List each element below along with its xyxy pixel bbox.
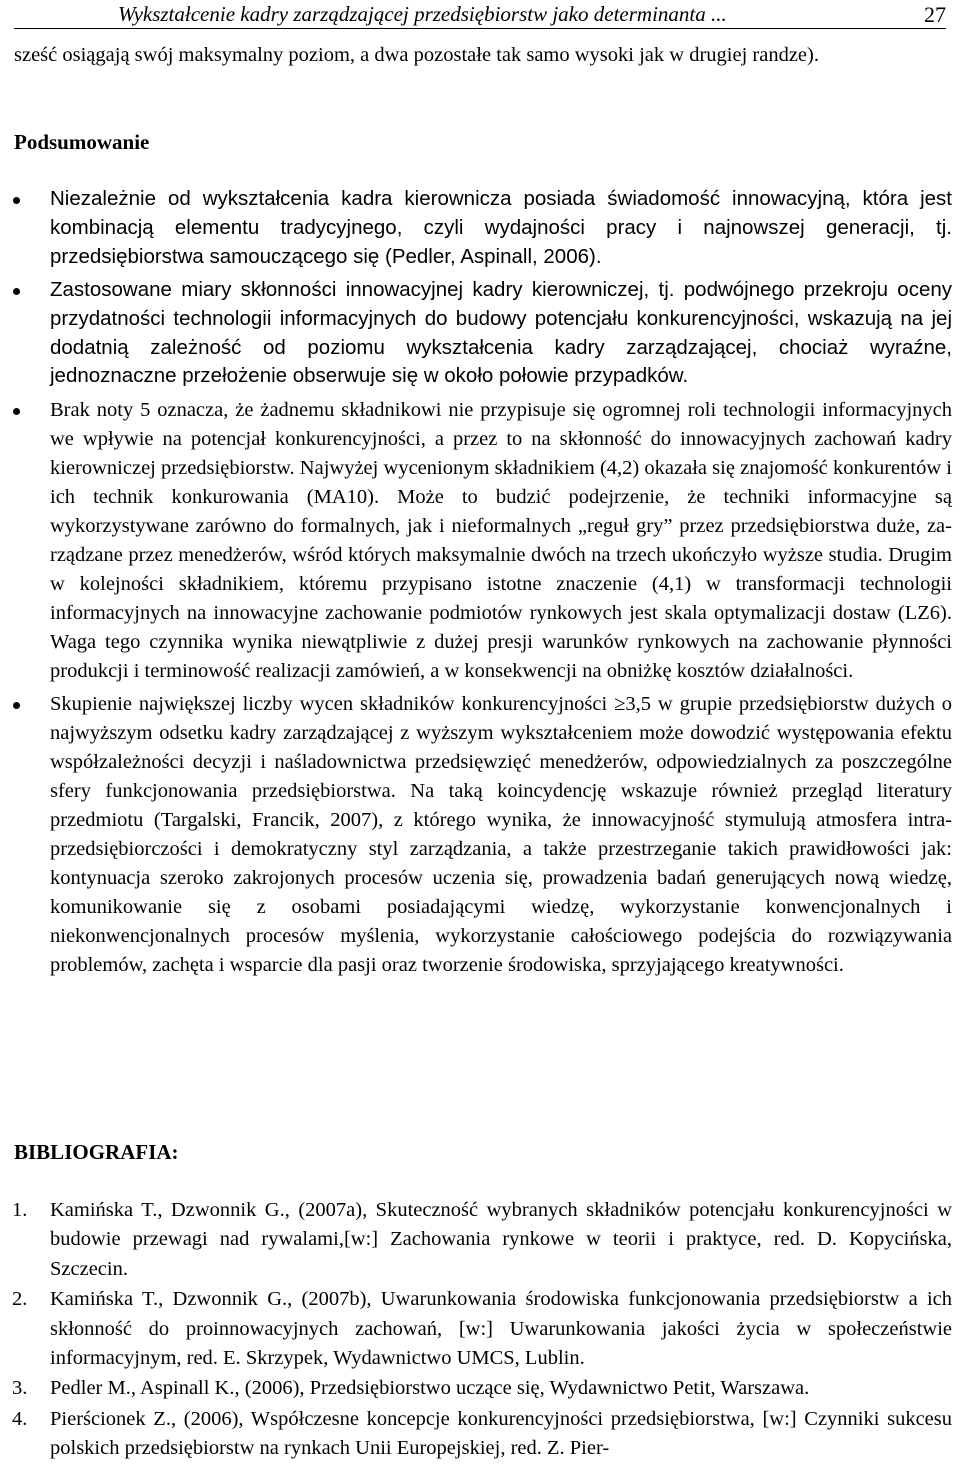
- page-number: 27: [924, 2, 946, 27]
- entry-text: Kamińska T., Dzwonnik G., (2007b), Uwarunkowania środowiska funkcjonowania przedsiębiorstw a ich skłonność do proinnowacyjnych zachowań, [w:] Uwarunkowania jakości życia w społeczeństwie informacyjnym, red. E. Skrzypek, Wydawnictwo UMCS, Lublin.: [50, 1288, 952, 1370]
- entry-number: 2.: [12, 1288, 28, 1311]
- bibliography-list: [0, 1196, 952, 1465]
- entry-text: Pedler M., Aspinall K., (2006), Przedsiębiorstwo uczące się, Wydawnictwo Petit, Warszawa.: [50, 1377, 810, 1400]
- bullet-icon: [13, 408, 20, 415]
- entry-number: 4.: [12, 1407, 28, 1430]
- running-title: Wykształcenie kadry zarządzającej przedsiębiorstw jako determinanta ...: [118, 2, 727, 26]
- bullet-text: Zastosowane miary skłonności innowacyjnej kadry kierowniczej, tj. podwójnego przekroju oceny przydatności technologii informacyjnych do budowy potencjału konkurencyjności, wskazują na jej dodatnią zależność od poziomu wykształcenia kadry zarządzającej, chociaż wyraźne, jednoznaczne przełożenie obserwuje się w około połowie przypadków.: [50, 277, 952, 388]
- bullet-item: [0, 185, 952, 272]
- bibliography-entry: [0, 1196, 952, 1284]
- bullet-item: [0, 276, 952, 392]
- bullet-icon: [13, 197, 20, 204]
- summary-bullet-list: [0, 185, 952, 979]
- bibliography-entry: [0, 1374, 952, 1403]
- bullet-text: Brak noty 5 oznacza, że żadnemu składnikowi nie przypisuje się ogromnej roli technologii informacyjnych we wpływie na potencjał konkurencyjności, a przez to na skłonność do innowacyjnych zachowań kadry kierowniczej przedsiębiorstw. Najwyżej wycenionym składnikiem (4,2) okazała się znajomość konkurentów i ich technik konkurowania (MA10). Może to budzić podejrzenie, że techniki informacyjne są wykorzystywane zarówno do formalnych, jak i nieformalnych „reguł gry” przez przedsiębiorstwa duże, zarządzane przez menedżerów, wśród których maksymalnie dwóch na trzech ukończyło wyższe studia. Drugim w kolejności składnikiem, któremu przypisano istotne znaczenie (4,1) w transformacji technologii informacyjnych na innowacyjne zachowanie podmiotów rynkowych jest skala optymalizacji dostaw (LZ6). Waga tego czynnika wynika niewątpliwie z dużej presji warunków rynkowych na zachowanie płynności produkcji i terminowość realizacji zamówień, a w konsekwencji na obniżkę kosztów działalności.: [50, 399, 952, 682]
- bullet-text: Skupienie największej liczby wycen składników konkurencyjności ≥3,5 w grupie przedsiębiorstw dużych o najwyższym odsetku kadry zarządzającej z wyższym wykształceniem może dowodzić występowania efektu współzależności decyzji i naśladownictwa przedsięwzięć menedżerów, odpowiedzialnych za poszczególne sfery funkcjonowania przedsiębiorstwa. Na taką koincydencję wskazuje również przegląd literatury przedmiotu (Targalski, Francik, 2007), z którego wynika, że innowacyjność stymulują atmosfera intraprzedsiębiorczości i demokratyczny styl zarządzania, a także przestrzeganie takich prawidłowości jak: kontynuacja szeroko zakrojonych procesów uczenia się, prowadzenia badań generujących nową wiedzę, komunikowanie się z osobami posiadającymi wiedzę, wykorzystanie konwencjonalnych i niekonwencjonalnych procesów myślenia, wykorzystanie całościowego podejścia do rozwiązywania problemów, zachęta i wsparcie dla pasji oraz tworzenie środowiska, sprzyjającego kreatywności.: [50, 693, 952, 976]
- bullet-text: Niezależnie od wykształcenia kadra kierownicza posiada świadomość innowacyjną, która jest kombinacją elementu tradycyjnego, czyli wydajności pracy i najnowszej generacji, tj. przedsiębiorstwa samouczącego się (Pedler, Aspinall, 2006).: [50, 187, 952, 268]
- bibliography-entry: [0, 1405, 952, 1464]
- bullet-icon: [13, 288, 20, 295]
- entry-text: Kamińska T., Dzwonnik G., (2007a), Skuteczność wybranych składników potencjału konkurencyjności w budowie przewagi nad rywalami,[w:] Zachowania rynkowe w teorii i praktyce, red. D. Kopycińska, Szczecin.: [50, 1199, 952, 1280]
- entry-text: Pierścionek Z., (2006), Współczesne koncepcje konkurencyjności przedsiębiorstwa, [w:] Czynniki sukcesu polskich przedsiębiorstw na rynkach Unii Europejskiej, red. Z. Pier-: [50, 1407, 952, 1460]
- section-heading-bibliography: BIBLIOGRAFIA:: [14, 1140, 179, 1164]
- bullet-item: [0, 396, 952, 685]
- bullet-icon: [13, 702, 20, 709]
- bullet-item: [0, 690, 952, 979]
- intro-paragraph: sześć osiągają swój maksymalny poziom, a dwa pozostałe tak samo wysoki jak w drugiej randze).: [14, 44, 819, 66]
- section-heading-summary: Podsumowanie: [14, 130, 150, 154]
- entry-number: 1.: [12, 1199, 28, 1221]
- entry-number: 3.: [12, 1377, 28, 1400]
- running-header: [14, 0, 946, 29]
- bibliography-entry: [0, 1285, 952, 1373]
